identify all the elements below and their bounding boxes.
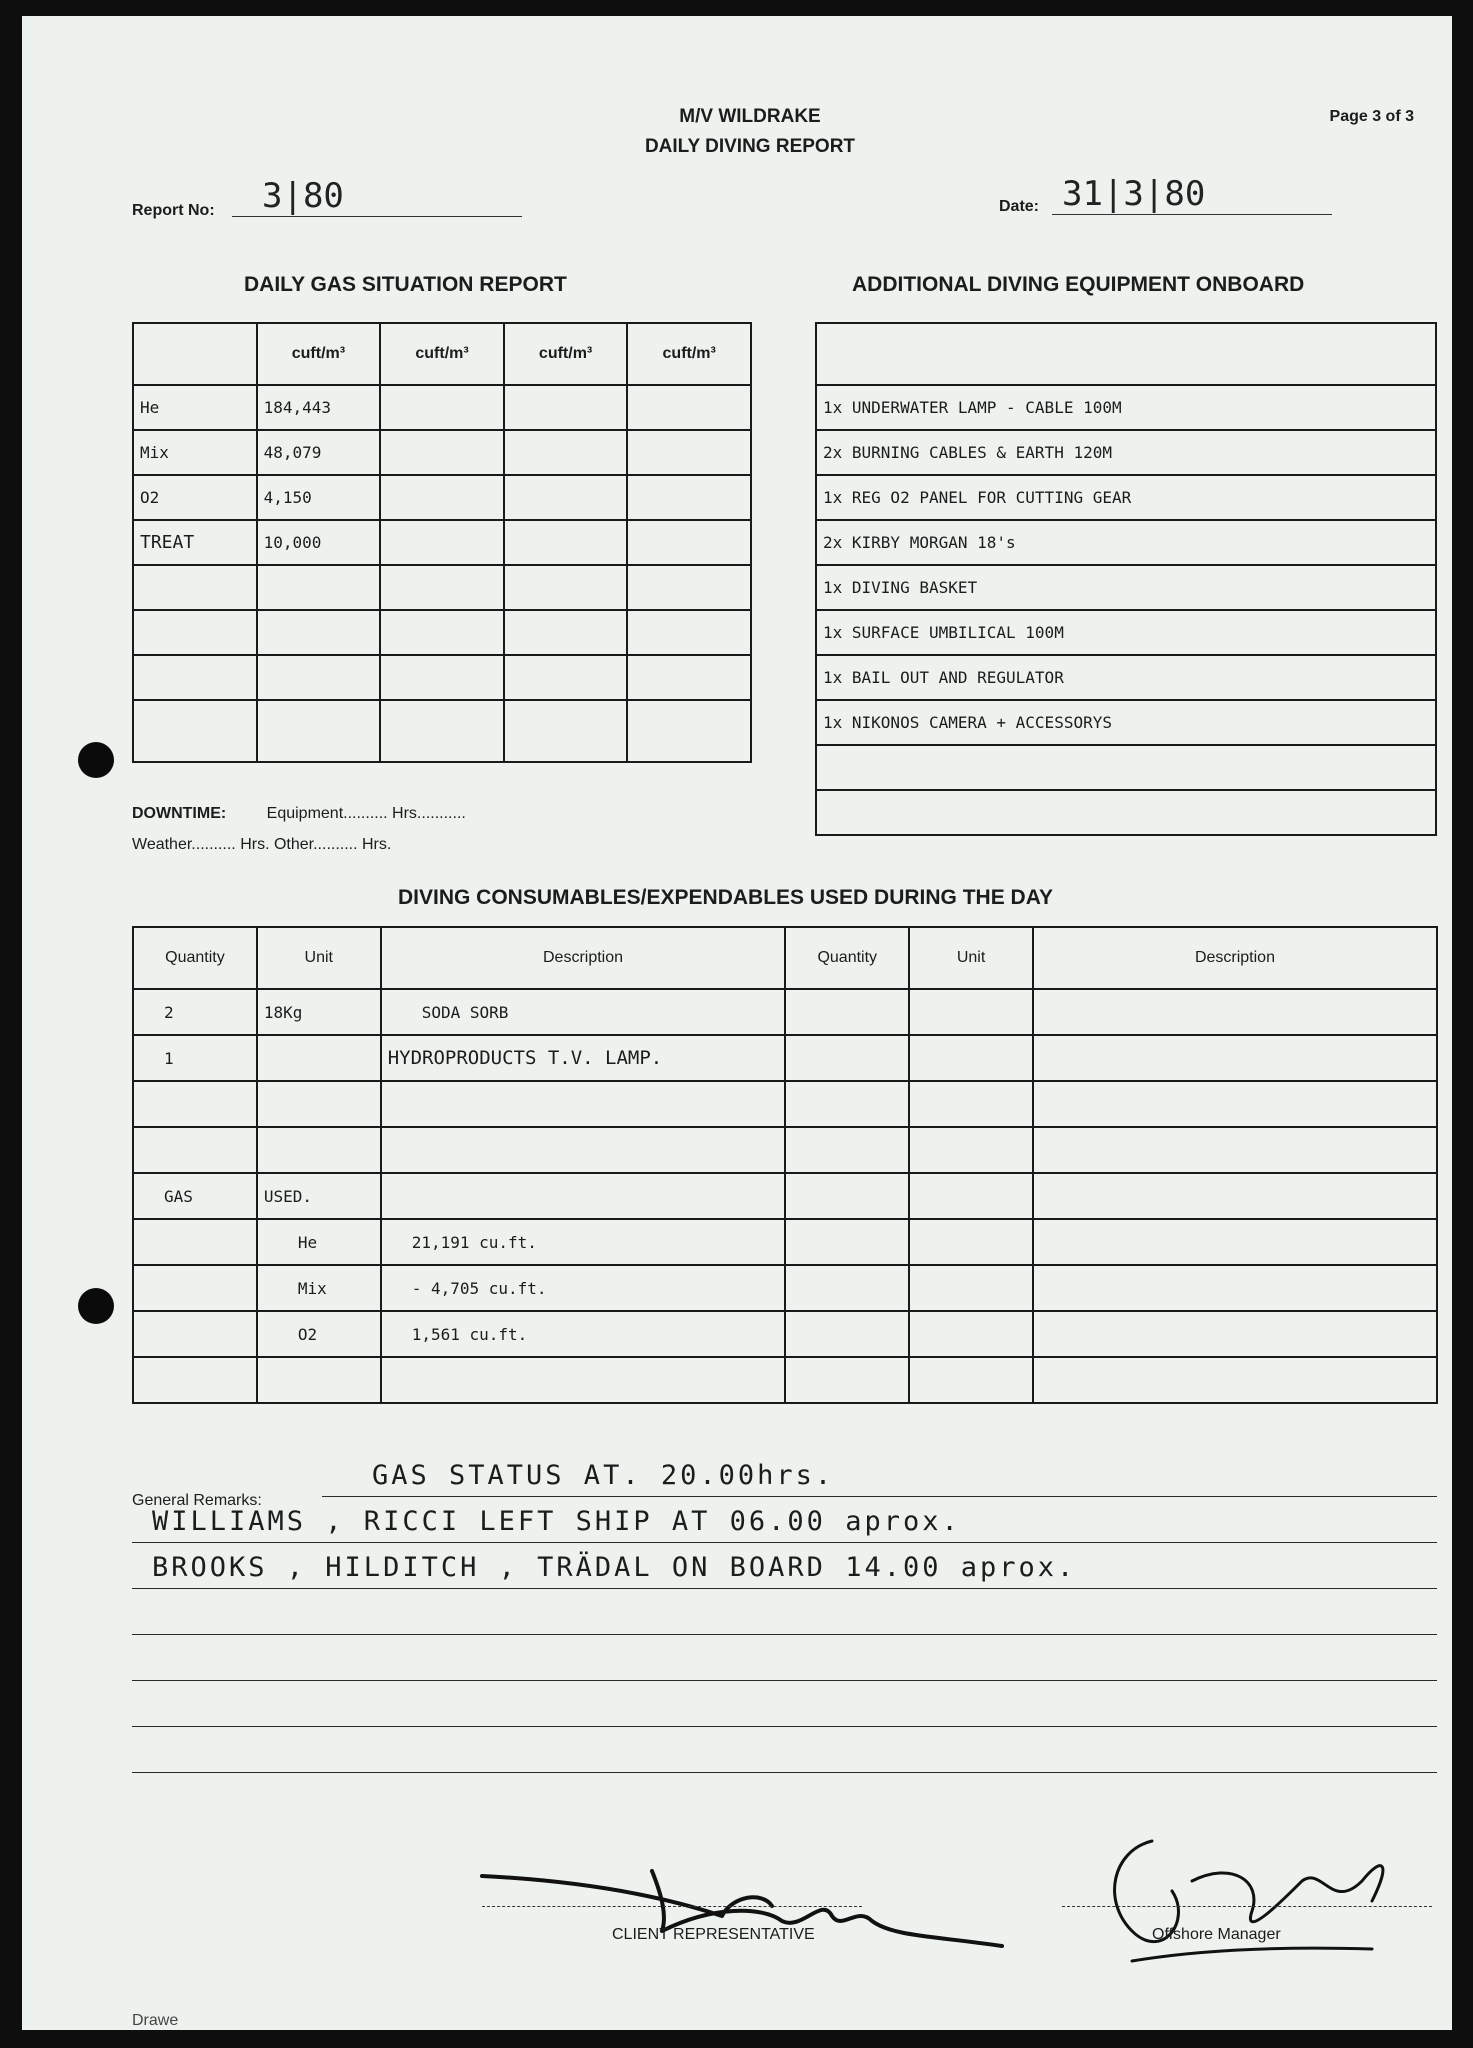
consumables-heading: DIVING CONSUMABLES/EXPENDABLES USED DURING THE DAY <box>398 886 1053 909</box>
equipment-item: 2x BURNING CABLES & EARTH 120M <box>816 430 1436 475</box>
consumables-cell <box>381 1173 786 1219</box>
report-no-label: Report No: <box>132 202 215 219</box>
gas-col-header <box>133 323 257 385</box>
remarks-line <box>322 1496 1437 1497</box>
consumables-cell <box>909 1127 1033 1173</box>
consumables-col-header: Quantity <box>133 927 257 989</box>
date-line <box>1052 214 1332 215</box>
remarks-text: WILLIAMS , RICCI LEFT SHIP AT 06.00 aprox. <box>152 1506 961 1537</box>
consumables-cell <box>909 1035 1033 1081</box>
gas-row <box>133 610 751 655</box>
client-representative-label: CLIENT REPRESENTATIVE <box>612 1926 815 1943</box>
remarks-line <box>132 1772 1437 1773</box>
equipment-row <box>816 745 1436 790</box>
consumables-row <box>133 1219 1437 1265</box>
gas-row <box>133 700 751 762</box>
consumables-row <box>133 1173 1437 1219</box>
gas-cell <box>133 610 257 655</box>
date-label: Date: <box>999 198 1040 215</box>
consumables-cell: He <box>257 1219 381 1265</box>
report-page <box>22 16 1452 2030</box>
consumables-cell: GAS <box>133 1173 257 1219</box>
consumables-cell <box>909 989 1033 1035</box>
consumables-cell <box>785 1173 909 1219</box>
consumables-row <box>133 1265 1437 1311</box>
gas-cell: 4,150 <box>257 475 381 520</box>
consumables-cell: HYDROPRODUCTS T.V. LAMP. <box>381 1035 786 1081</box>
page-number: Page 3 of 3 <box>1329 108 1414 125</box>
equipment-row <box>816 610 1436 655</box>
consumables-row <box>133 1081 1437 1127</box>
consumables-row <box>133 1357 1437 1403</box>
remarks-label: General Remarks: <box>132 1492 262 1509</box>
consumables-cell <box>381 1081 786 1127</box>
equipment-row <box>816 475 1436 520</box>
consumables-cell <box>1033 989 1437 1035</box>
gas-cell <box>133 565 257 610</box>
consumables-cell: 21,191 cu.ft. <box>381 1219 786 1265</box>
consumables-cell: SODA SORB <box>381 989 786 1035</box>
consumables-cell <box>1033 1035 1437 1081</box>
equipment-row <box>816 565 1436 610</box>
offshore-manager-label: Offshore Manager <box>1152 1926 1281 1943</box>
gas-col-header: cuft/m³ <box>257 323 381 385</box>
equipment-item: 1x BAIL OUT AND REGULATOR <box>816 655 1436 700</box>
gas-cell <box>504 655 628 700</box>
consumables-col-header: Description <box>1033 927 1437 989</box>
gas-cell <box>380 520 504 565</box>
equipment-item: 1x SURFACE UMBILICAL 100M <box>816 610 1436 655</box>
equipment-row <box>816 385 1436 430</box>
gas-cell <box>504 520 628 565</box>
footer-cut-text: Drawe <box>132 2012 179 2029</box>
gas-cell <box>133 655 257 700</box>
gas-cell <box>380 475 504 520</box>
gas-row <box>133 385 751 430</box>
consumables-cell <box>1033 1219 1437 1265</box>
consumables-cell <box>133 1357 257 1403</box>
gas-table <box>132 322 752 763</box>
equipment-item <box>816 745 1436 790</box>
consumables-cell <box>909 1357 1033 1403</box>
consumables-cell <box>909 1173 1033 1219</box>
consumables-cell <box>133 1311 257 1357</box>
gas-cell <box>627 610 751 655</box>
equipment-heading: ADDITIONAL DIVING EQUIPMENT ONBOARD <box>852 273 1305 296</box>
gas-cell <box>504 385 628 430</box>
consumables-col-header: Unit <box>909 927 1033 989</box>
consumables-cell <box>257 1081 381 1127</box>
gas-col-header: cuft/m³ <box>380 323 504 385</box>
gas-cell <box>627 565 751 610</box>
consumables-cell <box>1033 1127 1437 1173</box>
downtime-weather: Weather.......... Hrs. Other.......... Hrs. <box>132 836 392 853</box>
gas-row <box>133 565 751 610</box>
consumables-cell <box>909 1311 1033 1357</box>
consumables-cell <box>1033 1311 1437 1357</box>
consumables-cell <box>785 1035 909 1081</box>
consumables-cell: 18Kg <box>257 989 381 1035</box>
gas-row <box>133 430 751 475</box>
gas-col-header: cuft/m³ <box>504 323 628 385</box>
consumables-cell: 2 <box>133 989 257 1035</box>
equipment-row <box>816 323 1436 385</box>
remarks-text: GAS STATUS AT. 20.00hrs. <box>372 1460 835 1491</box>
consumables-cell <box>785 1219 909 1265</box>
remarks-text: BROOKS , HILDITCH , TRÄDAL ON BOARD 14.00 aprox. <box>152 1552 1077 1583</box>
consumables-col-header: Unit <box>257 927 381 989</box>
consumables-row <box>133 989 1437 1035</box>
gas-cell <box>504 700 628 762</box>
report-no-line <box>232 216 522 217</box>
gas-row <box>133 475 751 520</box>
gas-cell <box>627 430 751 475</box>
consumables-cell <box>785 1265 909 1311</box>
manager-signature-line <box>1062 1906 1432 1907</box>
gas-cell <box>380 655 504 700</box>
gas-cell <box>380 700 504 762</box>
remarks-line <box>132 1588 1437 1589</box>
consumables-cell <box>381 1127 786 1173</box>
consumables-cell <box>909 1081 1033 1127</box>
equipment-item <box>816 323 1436 385</box>
consumables-cell <box>1033 1357 1437 1403</box>
consumables-col-header: Description <box>381 927 786 989</box>
gas-cell <box>380 565 504 610</box>
gas-cell: O2 <box>133 475 257 520</box>
gas-cell <box>257 655 381 700</box>
gas-cell: He <box>133 385 257 430</box>
consumables-cell: O2 <box>257 1311 381 1357</box>
equipment-row <box>816 655 1436 700</box>
report-no-value: 3|80 <box>262 176 344 216</box>
gas-cell <box>627 655 751 700</box>
gas-cell <box>257 565 381 610</box>
manager-signature <box>1072 1821 1432 1981</box>
report-title: DAILY DIVING REPORT <box>644 136 856 157</box>
consumables-row <box>133 1311 1437 1357</box>
gas-row <box>133 520 751 565</box>
punch-hole <box>78 742 114 778</box>
consumables-cell <box>1033 1265 1437 1311</box>
gas-cell <box>257 700 381 762</box>
remarks-line <box>132 1542 1437 1543</box>
downtime-row-1 <box>132 805 466 823</box>
client-signature-line <box>482 1906 862 1907</box>
equipment-item: 1x NIKONOS CAMERA + ACCESSORYS <box>816 700 1436 745</box>
consumables-cell <box>909 1265 1033 1311</box>
equipment-item <box>816 790 1436 835</box>
gas-cell <box>504 430 628 475</box>
equipment-row <box>816 430 1436 475</box>
gas-heading: DAILY GAS SITUATION REPORT <box>244 273 567 296</box>
consumables-header-row <box>133 927 1437 989</box>
vessel-name: M/V WILDRAKE <box>679 106 821 127</box>
consumables-cell <box>785 1127 909 1173</box>
consumables-cell <box>133 1265 257 1311</box>
gas-cell <box>380 385 504 430</box>
gas-cell <box>257 610 381 655</box>
consumables-cell <box>133 1219 257 1265</box>
gas-cell: Mix <box>133 430 257 475</box>
consumables-cell <box>785 1081 909 1127</box>
gas-cell <box>627 385 751 430</box>
equipment-row <box>816 700 1436 745</box>
remarks-line <box>132 1726 1437 1727</box>
equipment-item: 1x UNDERWATER LAMP - CABLE 100M <box>816 385 1436 430</box>
gas-cell <box>504 565 628 610</box>
consumables-cell: 1,561 cu.ft. <box>381 1311 786 1357</box>
date-value: 31|3|80 <box>1062 174 1206 214</box>
consumables-cell <box>257 1127 381 1173</box>
equipment-table <box>815 322 1437 836</box>
consumables-cell <box>785 989 909 1035</box>
downtime-label: DOWNTIME: <box>132 805 227 822</box>
consumables-cell <box>1033 1173 1437 1219</box>
gas-cell <box>380 430 504 475</box>
gas-cell <box>504 610 628 655</box>
equipment-item: 2x KIRBY MORGAN 18's <box>816 520 1436 565</box>
consumables-cell <box>381 1357 786 1403</box>
downtime-equipment: Equipment.......... Hrs........... <box>266 805 466 822</box>
consumables-row <box>133 1127 1437 1173</box>
gas-col-header: cuft/m³ <box>627 323 751 385</box>
consumables-cell <box>785 1311 909 1357</box>
consumables-cell <box>133 1127 257 1173</box>
gas-row <box>133 655 751 700</box>
gas-cell <box>504 475 628 520</box>
consumables-cell <box>257 1357 381 1403</box>
gas-cell: TREAT <box>133 520 257 565</box>
equipment-row <box>816 520 1436 565</box>
consumables-row <box>133 1035 1437 1081</box>
consumables-cell: 1 <box>133 1035 257 1081</box>
consumables-table <box>132 926 1438 1404</box>
gas-cell: 48,079 <box>257 430 381 475</box>
consumables-cell: USED. <box>257 1173 381 1219</box>
consumables-cell <box>1033 1081 1437 1127</box>
gas-cell: 10,000 <box>257 520 381 565</box>
equipment-item: 1x DIVING BASKET <box>816 565 1436 610</box>
consumables-cell <box>133 1081 257 1127</box>
consumables-cell: Mix <box>257 1265 381 1311</box>
remarks-line <box>132 1680 1437 1681</box>
punch-hole <box>78 1288 114 1324</box>
remarks-line <box>132 1634 1437 1635</box>
equipment-row <box>816 790 1436 835</box>
gas-cell <box>133 700 257 762</box>
gas-cell <box>380 610 504 655</box>
gas-cell <box>627 520 751 565</box>
gas-header-row <box>133 323 751 385</box>
consumables-cell: - 4,705 cu.ft. <box>381 1265 786 1311</box>
consumables-cell <box>257 1035 381 1081</box>
gas-cell <box>627 700 751 762</box>
consumables-col-header: Quantity <box>785 927 909 989</box>
consumables-cell <box>909 1219 1033 1265</box>
consumables-cell <box>785 1357 909 1403</box>
gas-cell: 184,443 <box>257 385 381 430</box>
gas-cell <box>627 475 751 520</box>
equipment-item: 1x REG O2 PANEL FOR CUTTING GEAR <box>816 475 1436 520</box>
